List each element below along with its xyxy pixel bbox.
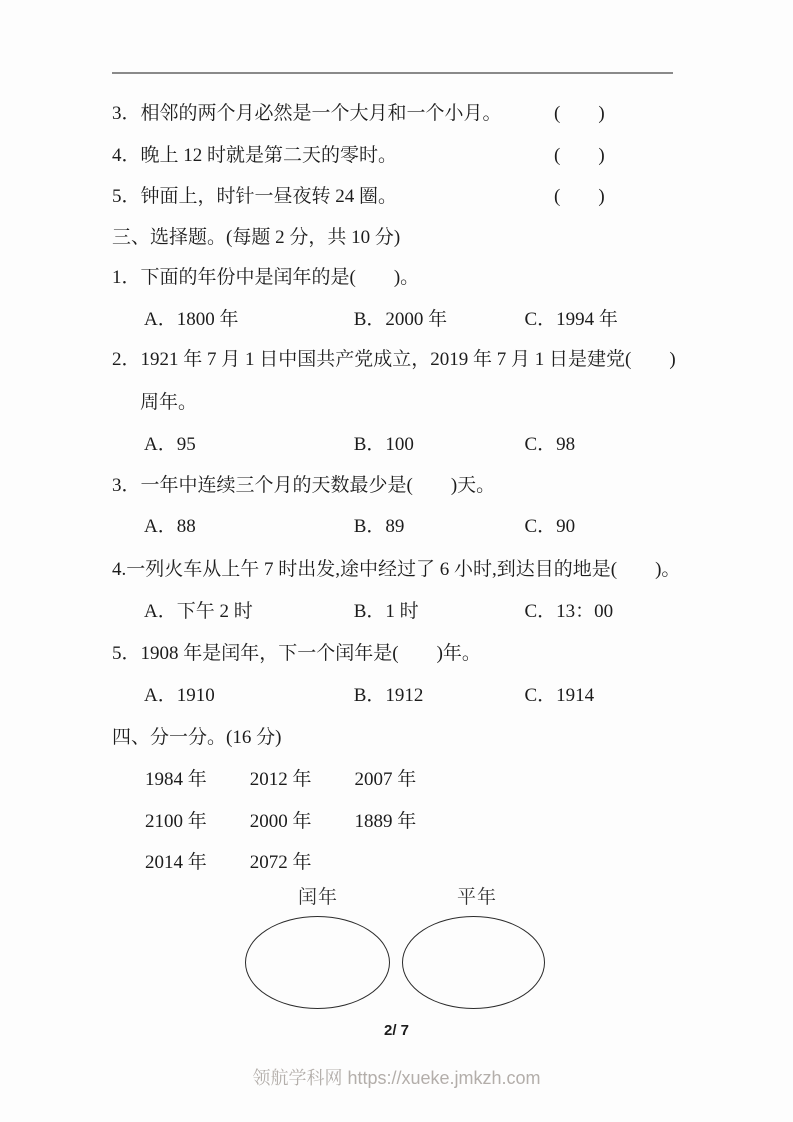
- tf-question-4: [112, 142, 680, 169]
- tf-question-3-answer-bracket: ( ): [554, 103, 605, 124]
- tf-question-5-text: 5．钟面上，时针一昼夜转 24 圈。: [112, 186, 398, 207]
- choice-q4-options: [112, 598, 712, 625]
- tf-question-5-answer-bracket: ( ): [554, 186, 605, 207]
- choice-q1-option-c: C．1994 年: [524, 309, 618, 330]
- choice-q2-option-b: B．100: [353, 434, 414, 455]
- year-item: 2072 年: [249, 852, 312, 873]
- choice-q5-stem: 5．1908 年是闰年，下一个闰年是( )年。: [112, 643, 481, 664]
- tf-question-5: [112, 183, 680, 210]
- choice-q4-option-a: A．下午 2 时: [144, 601, 253, 622]
- page-number: 2/ 7: [383, 1022, 410, 1039]
- choice-q2-option-c: C．98: [524, 434, 576, 455]
- tf-question-3: [112, 100, 680, 127]
- year-item: 2012 年: [249, 769, 312, 790]
- choice-q1-options: [112, 306, 712, 333]
- choice-q3-option-a: A．88: [144, 516, 196, 537]
- year-item: 2007 年: [354, 769, 417, 790]
- leap-year-answer-ellipse: [245, 916, 390, 1009]
- choice-q2-stem: 2．1921 年 7 月 1 日中国共产党成立，2019 年 7 月 1 日是建党( ): [112, 349, 676, 370]
- choice-q3-stem: 3．一年中连续三个月的天数最少是( )天。: [112, 475, 496, 496]
- choice-q4-option-c: C．13：00: [524, 601, 614, 622]
- choice-q3-option-b: B．89: [353, 516, 405, 537]
- choice-q4-option-b: B．1 时: [353, 601, 419, 622]
- choice-q2-options: [112, 431, 712, 458]
- choice-q5-option-b: B．1912: [353, 685, 424, 706]
- classify-year-row-3: [112, 849, 713, 876]
- header-rule: [112, 72, 673, 74]
- choice-q1-option-a: A．1800 年: [144, 309, 239, 330]
- classify-year-row-2: [112, 808, 713, 835]
- choice-q1-option-b: B．2000 年: [353, 309, 448, 330]
- choice-q5-options: [112, 682, 712, 709]
- common-year-group-label: 平年: [457, 887, 498, 908]
- section-choice-title: 三、选择题。(每题 2 分，共 10 分): [112, 227, 401, 248]
- year-item: 2014 年: [145, 852, 207, 873]
- choice-q3-option-c: C．90: [524, 516, 576, 537]
- leap-year-group-label: 闰年: [298, 887, 339, 908]
- tf-question-3-text: 3．相邻的两个月必然是一个大月和一个小月。: [112, 103, 502, 124]
- choice-q1-stem: 1．下面的年份中是闰年的是( )。: [112, 267, 420, 288]
- classify-year-row-1: [112, 766, 713, 793]
- choice-q5-option-c: C．1914: [524, 685, 595, 706]
- choice-q2-stem-continuation: 周年。: [140, 392, 198, 413]
- year-item: 2100 年: [145, 811, 207, 832]
- site-watermark: 领航学科网 https://xueke.jmkzh.com: [252, 1068, 541, 1088]
- choice-q4-stem: 4.一列火车从上午 7 时出发,途中经过了 6 小时,到达目的地是( )。: [112, 559, 681, 580]
- section-classify-title: 四、分一分。(16 分): [112, 727, 282, 748]
- choice-q3-options: [112, 513, 712, 540]
- common-year-answer-ellipse: [402, 916, 545, 1009]
- choice-q5-option-a: A．1910: [144, 685, 215, 706]
- year-item: 1984 年: [145, 769, 207, 790]
- choice-q2-option-a: A．95: [144, 434, 196, 455]
- tf-question-4-text: 4．晚上 12 时就是第二天的零时。: [112, 145, 398, 166]
- year-item: 2000 年: [249, 811, 312, 832]
- tf-question-4-answer-bracket: ( ): [554, 145, 605, 166]
- year-item: 1889 年: [354, 811, 417, 832]
